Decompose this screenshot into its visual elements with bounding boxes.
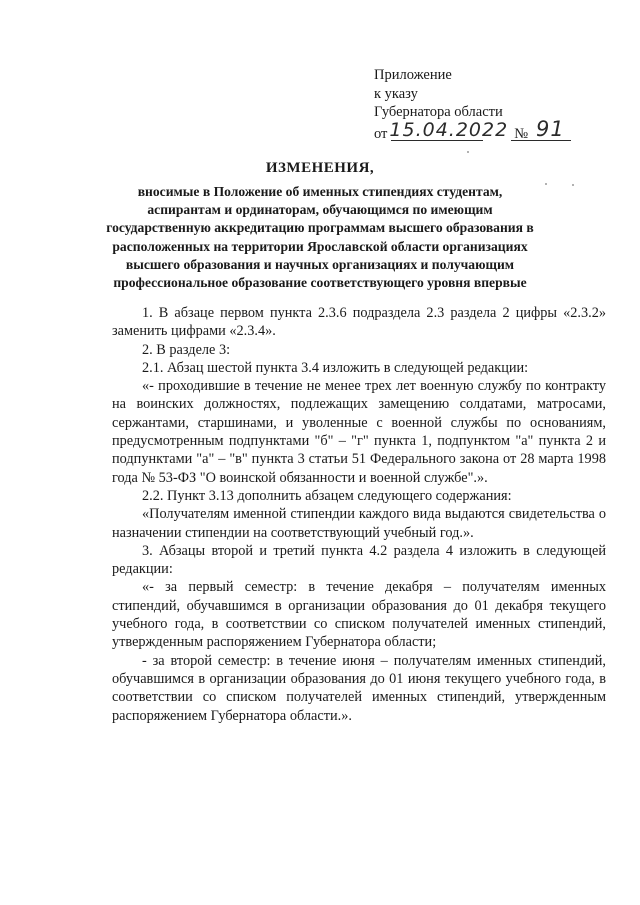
paragraph: «- проходившие в течение не менее трех лет военную службу по контракту на воинских должностях, подлежащих замещению солдатами, матросами, сержантами, старшинами, и уволенные с военной службы по основаниям, предусмотренным подпунктами "б" – "г" пункта 1, подпунктом "а" пункта 2 и подпунктами "а" – "в" пункта 3 статьи 51 Федерального закона от 28 марта 1998 года № 53-ФЗ "О воинской обязанности и военной службе".». bbox=[112, 378, 606, 486]
paragraph: 2.1. Абзац шестой пункта 3.4 изложить в следующей редакции: bbox=[142, 359, 529, 376]
paragraph: «- за первый семестр: в течение декабря – получателям именных стипендий, обучавшимся в организации образования до 01 декабря текущего учебного года, в соответствии со списком получателей именных стипендий, утвержденным распоряжением Губернатора области; bbox=[112, 579, 606, 651]
paragraph: «Получателям именной стипендии каждого вида выдаются свидетельства о назначении стипендии на соответствующий учебный год.». bbox=[112, 506, 606, 541]
scan-speck bbox=[545, 183, 547, 185]
paragraph: 1. В абзаце первом пункта 2.3.6 подраздела 2.3 раздела 2 цифры «2.3.2» заменить цифрами «2.3.4». bbox=[112, 305, 606, 340]
paragraph: 2.2. Пункт 3.13 дополнить абзацем следующего содержания: bbox=[142, 487, 512, 504]
from-label: от bbox=[374, 125, 388, 142]
document-body bbox=[112, 304, 606, 725]
handwritten-date: 15.04.2022 bbox=[389, 118, 509, 141]
appendix-line-1: Приложение bbox=[374, 67, 452, 83]
paragraph: - за второй семестр: в течение июня – получателям именных стипендий, обучавшимся в организации образования до 01 июня текущего учебного года, в соответствии со списком получателей именных стипендий, утвержденным распоряжением Губернатора области.». bbox=[112, 652, 606, 724]
scan-speck bbox=[467, 151, 469, 153]
handwritten-number: 91 bbox=[536, 116, 565, 141]
appendix-block bbox=[374, 66, 565, 143]
paragraph: 3. Абзацы второй и третий пункта 4.2 раздела 4 изложить в следующей редакции: bbox=[112, 542, 606, 578]
scan-speck bbox=[572, 184, 574, 186]
appendix-date-number-row bbox=[374, 116, 565, 144]
paragraph: 2. В разделе 3: bbox=[142, 341, 231, 358]
date-underline bbox=[391, 140, 483, 141]
number-underline bbox=[511, 140, 571, 141]
document-title: ИЗМЕНЕНИЯ, bbox=[265, 160, 375, 176]
appendix-line-3: Губернатора области bbox=[374, 104, 503, 120]
appendix-line-2: к указу bbox=[374, 85, 418, 102]
document-subtitle: вносимые в Положение об именных стипендиях студентам, аспирантам и ординаторам, обучающимся по имеющим государственную аккредитацию программам высшего образования в расположенных на территории Ярославской области организациях высшего образования и научных организациях и получающим профессиональное образование соответствующего уровня впервые bbox=[106, 184, 534, 291]
number-label: № bbox=[514, 125, 529, 142]
